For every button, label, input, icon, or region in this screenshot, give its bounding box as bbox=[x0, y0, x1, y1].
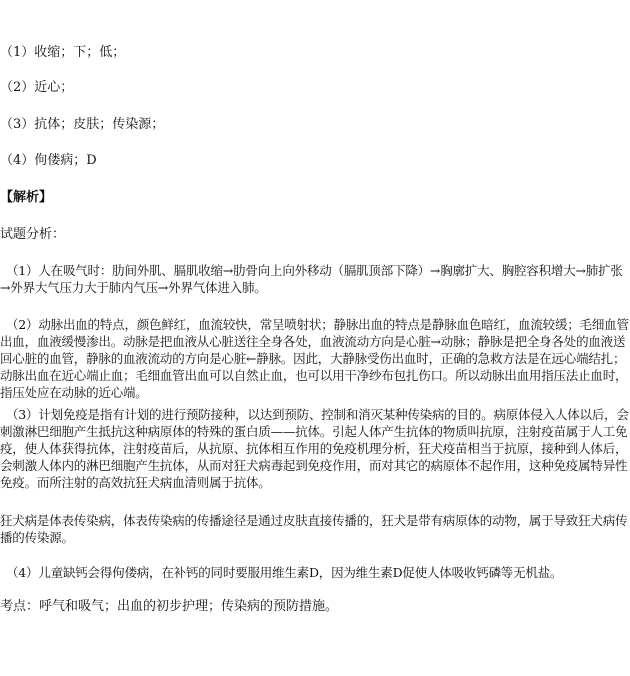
answer-3: （3）抗体；皮肤；传染源； bbox=[0, 117, 165, 132]
paragraph-rabies: 狂犬病是体表传染病，体表传染病的传播途径是通过皮肤直接传播的，狂犬是带有病原体的动物，属于导致狂犬病传播的传染源。 bbox=[0, 513, 628, 545]
paragraph-bleeding: （2）动脉出血的特点，颜色鲜红，血流较快，常呈喷射状；静脉出血的特点是静脉血色暗红，血流较缓；毛细血管出血，血液缓慢渗出。动脉是把血液从心脏送往全身各处，血液流动方向是心脏→动脉；静脉是把全身各处的血液送回心脏的血管，静脉的血液流动的方向是心脏←静脉。因此，大静脉受伤出血时，正确的急救方法是在远心端结扎；动脉出血在近心端止血；毛细血管出血可以自然止血，也可以用干净纱布包扎伤口。所以动脉出血用指压法止血时，指压处应在动脉的近心端。 bbox=[0, 317, 629, 400]
paragraph-breathing: （1）人在吸气时：肋间外肌、膈肌收缩→肋骨向上向外移动（膈肌顶部下降）→胸廓扩大、胸腔容积增大→肺扩张→外界大气压力大于肺内气压→外界气体进入肺。 bbox=[0, 263, 623, 295]
answer-2: （2）近心； bbox=[0, 80, 74, 95]
paragraph-rickets: （4）儿童缺钙会得佝偻病，在补钙的同时要服用维生素D，因为维生素D促使人体吸收钙磷等无机盐。 bbox=[6, 565, 563, 580]
answer-1: （1）收缩；下；低； bbox=[0, 45, 126, 60]
analysis-intro: 试题分析： bbox=[0, 227, 66, 242]
paragraph-immunity: （3）计划免疫是指有计划的进行预防接种，以达到预防、控制和消灭某种传染病的目的。病原体侵入人体以后，会刺激淋巴细胞产生抵抗这种病原体的特殊的蛋白质——抗体。引起人体产生抗体的物质叫抗原，注射疫苗属于人工免疫，使人体获得抗体，注射疫苗后，从抗原、抗体相互作用的免疫机理分析，狂犬疫苗相当于抗原，接种到人体后，会刺激人体内的淋巴细胞产生抗体，从而对狂犬病毒起到免疫作用，而对其它的病原体不起作用，这种免疫属特异性免疫。而所注射的高效抗狂犬病血清则属于抗体。 bbox=[0, 407, 629, 490]
answer-4: （4）佝偻病；D bbox=[0, 153, 97, 168]
analysis-heading: 【解析】 bbox=[0, 190, 53, 205]
kaodian: 考点：呼气和吸气；出血的初步护理；传染病的预防措施。 bbox=[0, 599, 339, 614]
